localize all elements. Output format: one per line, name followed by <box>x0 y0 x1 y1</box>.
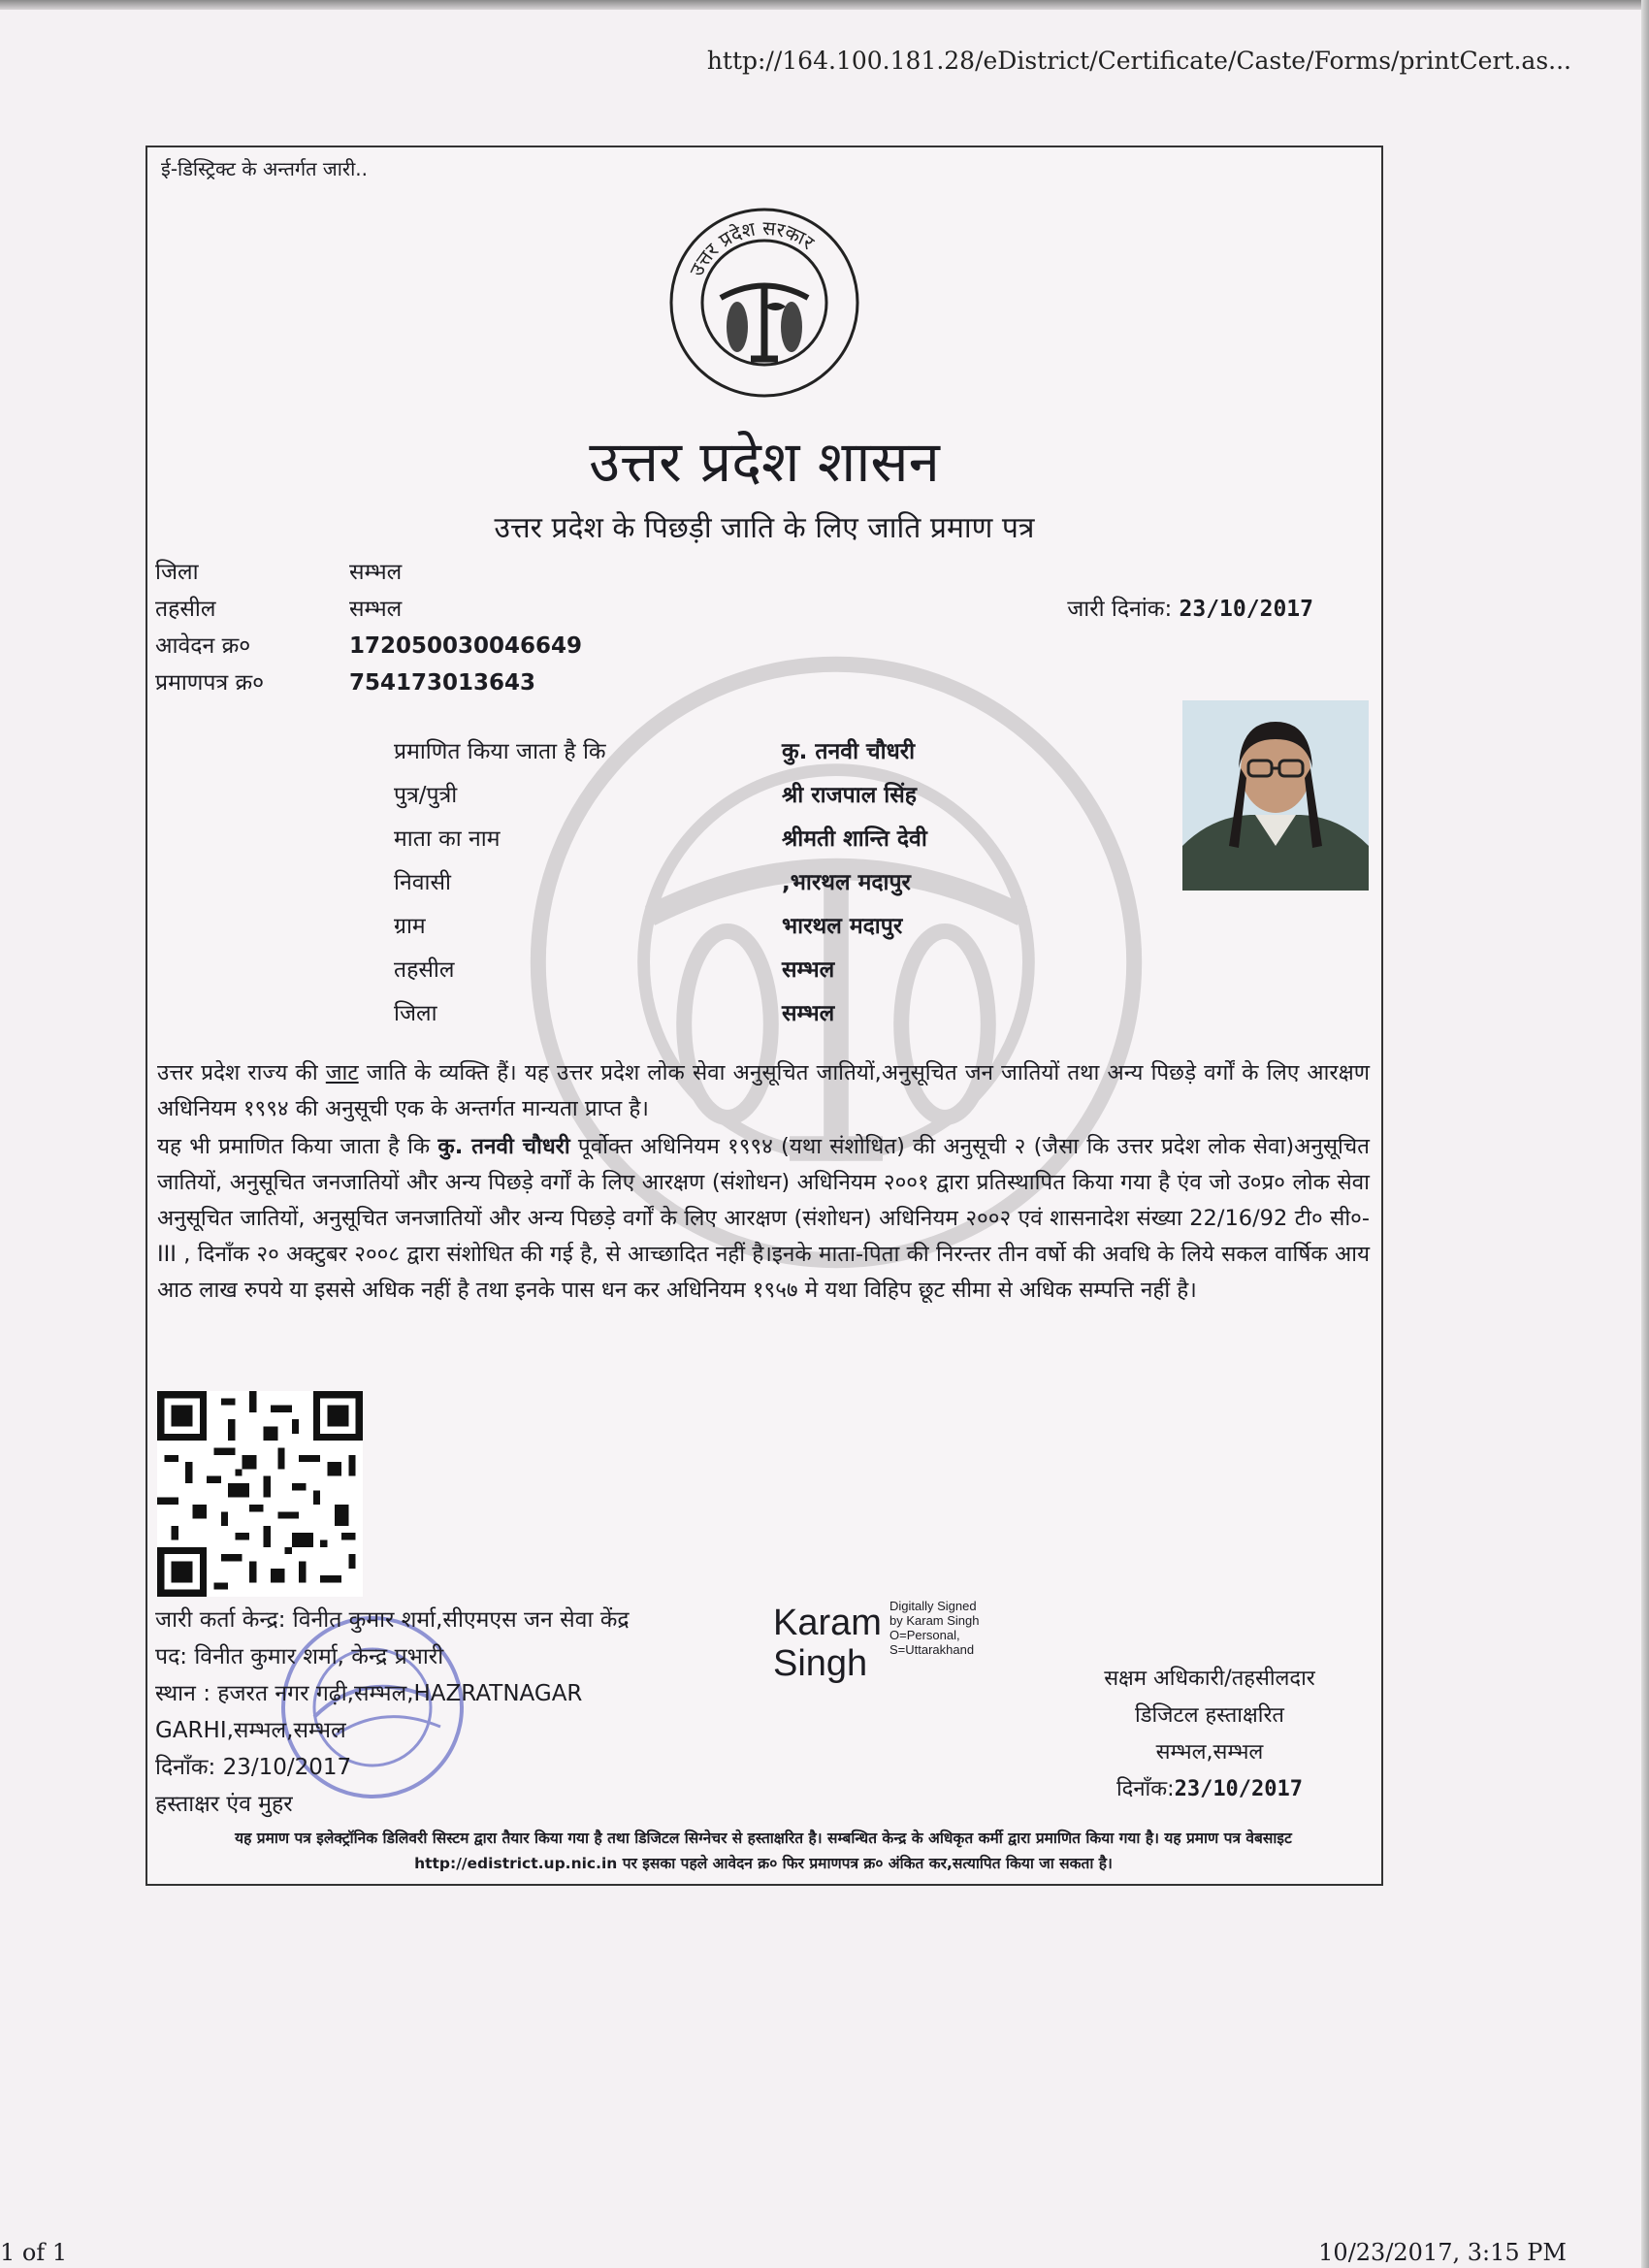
resident-row: निवासी ,भारथल मदापुर <box>394 870 911 895</box>
print-timestamp: 10/23/2017, 3:15 PM <box>1318 2239 1567 2266</box>
meta-application-no: आवेदन क्र० 172050030046649 <box>155 633 583 659</box>
issuer-designation: पद: विनीत कुमार शर्मा, केन्द्र प्रभारी <box>155 1644 444 1669</box>
caste-name: जाट <box>325 1060 359 1085</box>
page-count: 1 of 1 <box>0 2239 68 2266</box>
caste-declaration-paragraph: उत्तर प्रदेश राज्य की जाट जाति के व्यक्ति हैं। यह उत्तर प्रदेश लोक सेवा अनुसूचित जातियों,अनुसूचित जन जातियों तथा अन्य पिछड़े वर्गों के लिए आरक्षण अधिनियम १९९४ की अनुसूची एक के अन्तर्गत मान्यता प्राप्त है। <box>157 1060 1371 1121</box>
issued-under-edistrict-note: ई-डिस्ट्रिक्ट के अन्तर्गत जारी.. <box>161 157 368 180</box>
meta-district: जिला सम्भल <box>155 560 403 585</box>
digital-signature-details: Digitally Signed by Karam Singh O=Personal, S=Uttarakhand <box>889 1599 980 1657</box>
paper-top-edge <box>0 0 1649 10</box>
certificate <box>146 146 1383 1886</box>
issuer-location-cont: GARHI,सम्भल,सम्भल <box>155 1718 346 1743</box>
issuer-location: स्थान : हजरत नगर गढ़ी,सम्भल,HAZRATNAGAR <box>155 1681 583 1706</box>
meta-certificate-no: प्रमाणपत्र क्र० 754173013643 <box>155 670 536 696</box>
village-row: ग्राम भारथल मदापुर <box>394 914 903 939</box>
district-row: जिला सम्भल <box>394 1001 835 1026</box>
certified-name-row: प्रमाणित किया जाता है कि कु. तनवी चौधरी <box>394 739 916 764</box>
digital-signature-name: Karam Singh <box>773 1603 882 1684</box>
certificate-title: उत्तर प्रदेश के पिछड़ी जाति के लिए जाति प्रमाण पत्र <box>494 511 1035 545</box>
government-title: उत्तर प्रदेश शासन <box>589 429 940 495</box>
paper-right-edge <box>1641 0 1649 2268</box>
svg-text:उत्तर प्रदेश सरकार: उत्तर प्रदेश सरकार <box>684 215 819 280</box>
print-url: http://164.100.181.28/eDistrict/Certificate/Caste/Forms/printCert.as... <box>706 47 1571 75</box>
tehsil-row: तहसील सम्भल <box>394 957 835 983</box>
mother-name-row: माता का नाम श्रीमती शान्ति देवी <box>394 826 927 852</box>
applicant-photo <box>1182 700 1369 891</box>
signature-and-seal-label: हस्ताक्षर एंव मुहर <box>155 1792 293 1817</box>
income-declaration-paragraph: यह भी प्रमाणित किया जाता है कि कु. तनवी चौधरी पूर्वोक्त अधिनियम १९९४ (यथा संशोधित) की अनुसूची २ (जैसा कि उत्तर प्रदेश लोक सेवा)अनुसूचित जातियों, अनुसूचित जनजातियों और अन्य पिछड़े वर्गों के लिए आरक्षण (संशोधन) अधिनियम २००१ द्वारा प्रतिस्थापित किया गया है एंव जो उ०प्र० लोक सेवा अनुसूचित जातियों, अनुसूचित जनजातियों और अन्य पिछड़े वर्गों के लिए आरक्षण (संशोधन) अधिनियम २००२ एवं शासनादेश संख्या 22/16/92 टी० सी०-III , दिनाँक २० अक्टुबर २००८ द्वारा संशोधित की गई है, से आच्छादित नहीं है।इनके माता-पिता की निरन्तर तीन वर्षो की अवधि के लिये सकल वार्षिक आय आठ लाख रुपये या इससे अधिक नहीं है तथा इनके पास धन कर अधिनियम १९५७ मे यथा विहिप छूट सीमा से अधिक सम्पत्ति नहीं है। <box>157 1134 1370 1303</box>
meta-tehsil: तहसील सम्भल <box>155 597 403 622</box>
qr-code <box>157 1391 363 1597</box>
issue-date: जारी दिनांक: 23/10/2017 <box>1067 597 1313 622</box>
competent-authority-block: सक्षम अधिकारी/तहसीलदार डिजिटल हस्ताक्षरित सम्भल,सम्भल दिनाँक:23/10/2017 <box>1104 1667 1315 1801</box>
father-name-row: पुत्र/पुत्री श्री राजपाल सिंह <box>394 783 918 808</box>
verification-footnote: यह प्रमाण पत्र इलेक्ट्रॉनिक डिलिवरी सिस्टम द्वारा तैयार किया गया है तथा डिजिटल सिग्नेचर से हस्ताक्षरित है। सम्बन्धित केन्द्र के अधिकृत कर्मी द्वारा प्रमाणित किया गया है। यह प्रमाण पत्र वेबसाइट http://edistrict.up.nic.in पर इसका पहले आवेदन क्र० फिर प्रमाणपत्र क्र० अंकित कर,सत्यापित किया जा सकता है। <box>235 1830 1292 1872</box>
issuer-center: जारी कर्ता केन्द्र: विनीत कुमार शर्मा,सीएमएस जन सेवा केंद्र <box>155 1607 630 1633</box>
up-government-emblem <box>667 206 861 400</box>
issuer-date: दिनाँक: 23/10/2017 <box>155 1755 352 1780</box>
